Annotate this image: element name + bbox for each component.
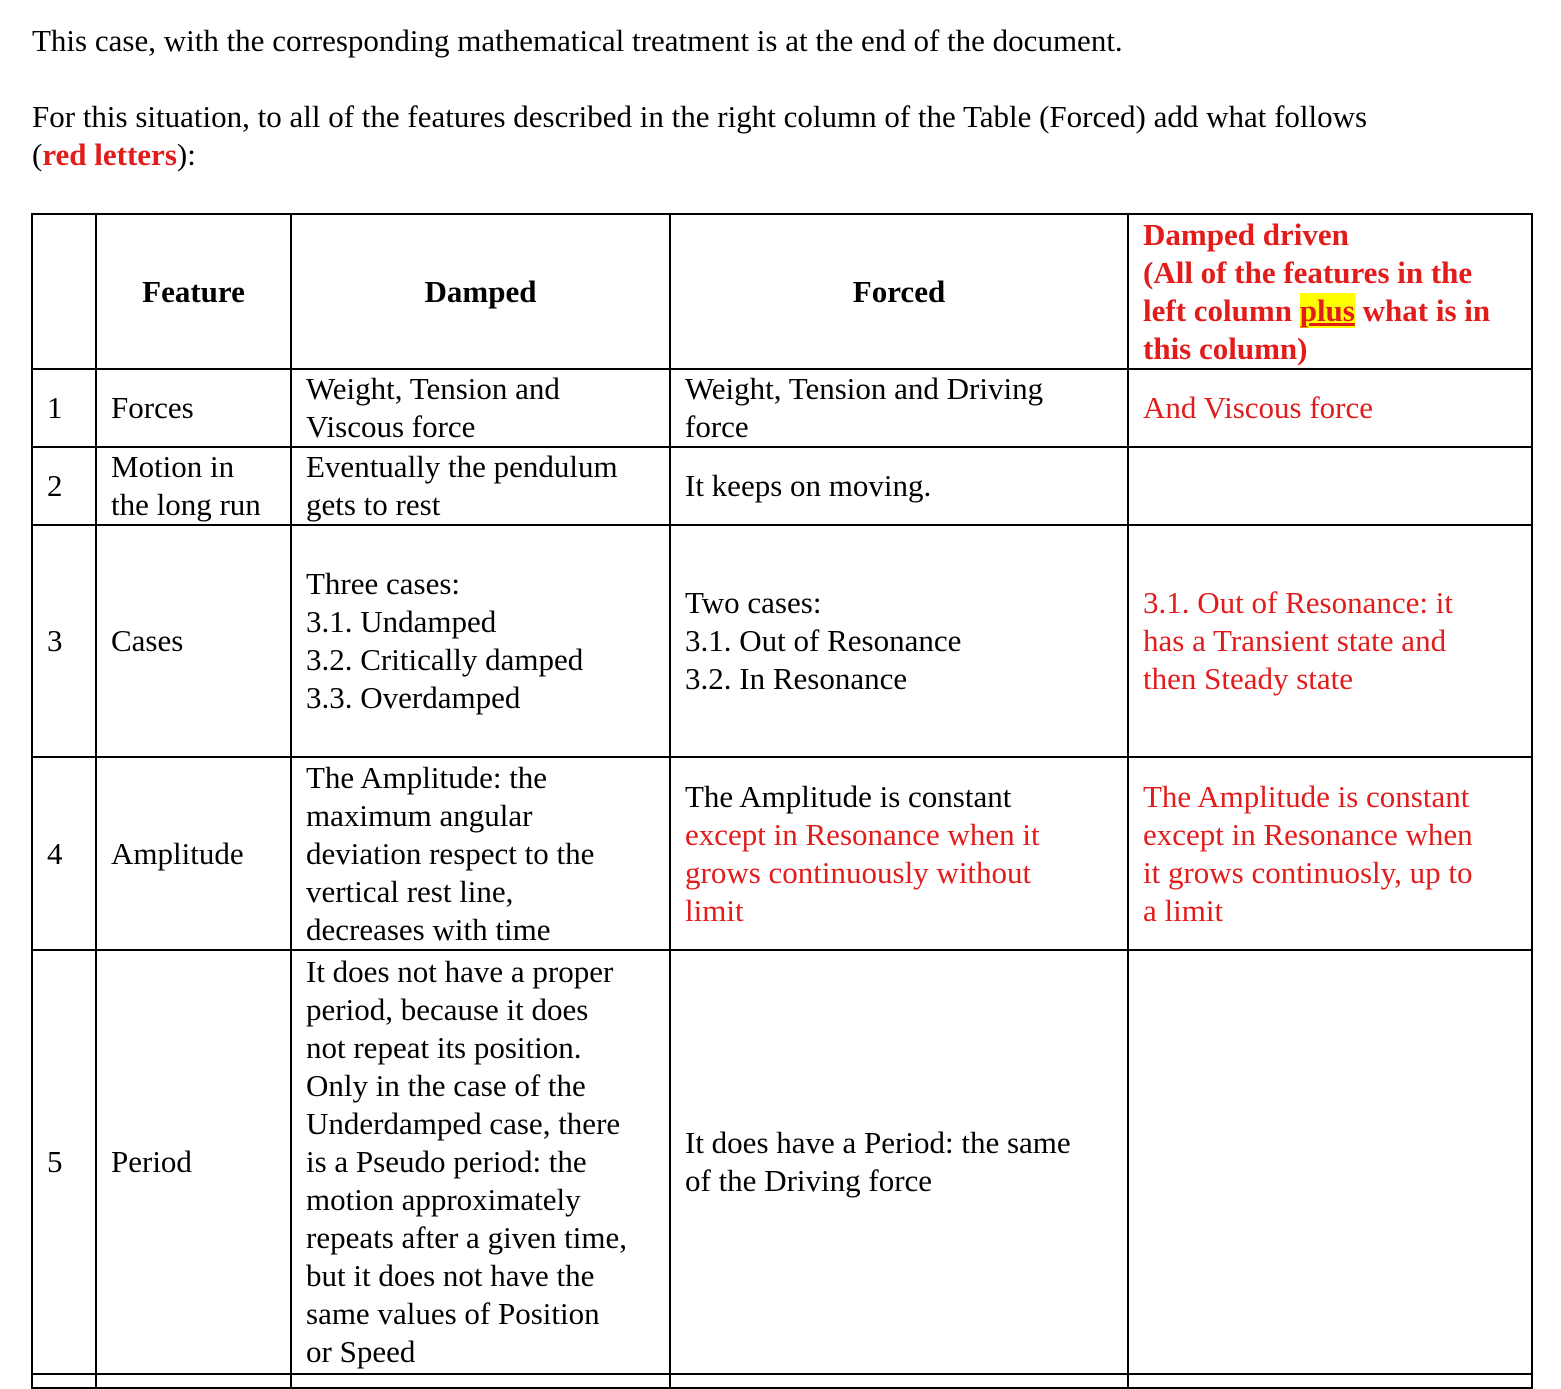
header-driven-line-1: Damped driven <box>1143 216 1349 252</box>
row-number: 3 <box>32 525 96 757</box>
cell-line: force <box>685 409 749 444</box>
cell-line: Three cases: <box>306 566 461 601</box>
damped-driven-cell <box>1128 757 1532 950</box>
damped-driven-cell <box>1128 369 1532 447</box>
cell-line: except in Resonance when <box>1143 816 1473 852</box>
feature-cell <box>96 757 291 950</box>
cell-line: Period <box>111 1144 192 1179</box>
damped-cell <box>291 369 670 447</box>
damped-cell <box>291 757 670 950</box>
cell-line: Two cases: <box>685 585 822 620</box>
cell-line: It does have a Period: the same <box>685 1125 1071 1160</box>
header-driven-line-3 <box>1143 292 1517 330</box>
cell-line: 3.2. In Resonance <box>685 661 908 696</box>
cell-line: Weight, Tension and <box>306 371 560 406</box>
cell-line: maximum angular <box>306 797 533 833</box>
feature-cell <box>96 369 291 447</box>
cell-line: or Speed <box>306 1334 416 1369</box>
cell-line: gets to rest <box>306 487 441 522</box>
cell-line: Weight, Tension and Driving <box>685 371 1044 406</box>
cell-line: The Amplitude: the <box>306 759 548 795</box>
row-number: 5 <box>32 950 96 1374</box>
cell-line: 3.1. Out of Resonance: it <box>1143 585 1453 620</box>
cell-line: Amplitude <box>111 835 244 871</box>
feature-cell <box>96 447 291 525</box>
cell-line: is a Pseudo period: the <box>306 1144 587 1179</box>
header-num <box>32 214 96 369</box>
row-number: 2 <box>32 447 96 525</box>
damped-cell <box>291 447 670 525</box>
table-row <box>32 950 1532 1374</box>
cell-line: Only in the case of the <box>306 1068 586 1103</box>
table-row <box>32 757 1532 950</box>
cell-line: And Viscous force <box>1143 390 1374 425</box>
intro-line-2-text: For this situation, to all of the features described in the right column of the Table (Forced) add what follows <box>32 99 1368 134</box>
cell-line: Cases <box>111 623 184 658</box>
cell-line: 3.1. Undamped <box>306 604 497 639</box>
damped-cell <box>291 950 670 1374</box>
cell-line: it grows continuosly, up to <box>1143 854 1473 890</box>
feature-cell <box>96 950 291 1374</box>
header-feature: Feature <box>96 214 291 369</box>
cell-line: period, because it does <box>306 992 589 1027</box>
cell-line: Forces <box>111 390 194 425</box>
highlighted-plus: plus <box>1299 292 1355 328</box>
cell-line: 3.3. Overdamped <box>306 680 521 715</box>
header-driven-line-4: this column) <box>1143 330 1308 366</box>
forced-cell <box>670 525 1128 757</box>
comparison-table <box>31 213 1533 1389</box>
cell-line-red: limit <box>685 892 744 928</box>
intro-close-paren: ): <box>176 137 196 172</box>
table-row <box>32 369 1532 447</box>
header-driven-left-column: left column <box>1143 292 1300 328</box>
forced-cell <box>670 950 1128 1374</box>
feature-cell <box>96 525 291 757</box>
cell-line: The Amplitude is constant <box>1143 778 1470 814</box>
cell-line: Motion in <box>111 449 235 484</box>
cell-line: vertical rest line, <box>306 873 514 909</box>
cell-line: deviation respect to the <box>306 835 595 871</box>
cell-line: 3.1. Out of Resonance <box>685 623 962 658</box>
cell-line: then Steady state <box>1143 661 1354 696</box>
partial-cell <box>96 1374 291 1388</box>
cell-line-red: except in Resonance when it <box>685 816 1040 852</box>
intro-line-2 <box>32 98 1512 174</box>
forced-cell <box>670 757 1128 950</box>
cell-line: It does not have a proper <box>306 954 614 989</box>
cell-line: decreases with time <box>306 911 551 947</box>
cell-line-red: grows continuously without <box>685 854 1032 890</box>
intro-line-1: This case, with the corresponding mathematical treatment is at the end of the document. <box>32 23 1123 58</box>
cell-line: It keeps on moving. <box>685 468 932 503</box>
damped-driven-cell <box>1128 447 1532 525</box>
header-damped: Damped <box>291 214 670 369</box>
cell-line: motion approximately <box>306 1182 581 1217</box>
cell-line: 3.2. Critically damped <box>306 642 584 677</box>
partial-cell <box>670 1374 1128 1388</box>
row-number: 1 <box>32 369 96 447</box>
header-damped-driven <box>1128 214 1532 369</box>
forced-cell <box>670 447 1128 525</box>
red-letters-note: red letters <box>42 137 177 172</box>
cell-line: a limit <box>1143 892 1224 928</box>
partial-cell <box>291 1374 670 1388</box>
table-row <box>32 447 1532 525</box>
damped-cell <box>291 525 670 757</box>
cell-line: The Amplitude is constant <box>685 778 1012 814</box>
damped-driven-cell <box>1128 525 1532 757</box>
cell-line: repeats after a given time, <box>306 1220 628 1255</box>
cell-line: Viscous force <box>306 409 476 444</box>
table-row <box>32 525 1532 757</box>
forced-cell <box>670 369 1128 447</box>
cell-line: Eventually the pendulum <box>306 449 618 484</box>
cell-line: not repeat its position. <box>306 1030 582 1065</box>
intro-open-paren: ( <box>32 137 43 172</box>
table-row-partial <box>32 1374 1532 1388</box>
header-driven-what-is-in: what is in <box>1354 292 1491 328</box>
partial-cell <box>32 1374 96 1388</box>
cell-line: has a Transient state and <box>1143 623 1447 658</box>
partial-cell <box>1128 1374 1532 1388</box>
damped-driven-cell <box>1128 950 1532 1374</box>
cell-line: of the Driving force <box>685 1163 933 1198</box>
header-forced: Forced <box>670 214 1128 369</box>
cell-line: but it does not have the <box>306 1258 595 1293</box>
cell-line: the long run <box>111 487 261 522</box>
cell-line: same values of Position <box>306 1296 600 1331</box>
row-number: 4 <box>32 757 96 950</box>
header-driven-line-2: (All of the features in the <box>1143 254 1473 290</box>
cell-line: Underdamped case, there <box>306 1106 621 1141</box>
header-row <box>32 214 1532 369</box>
